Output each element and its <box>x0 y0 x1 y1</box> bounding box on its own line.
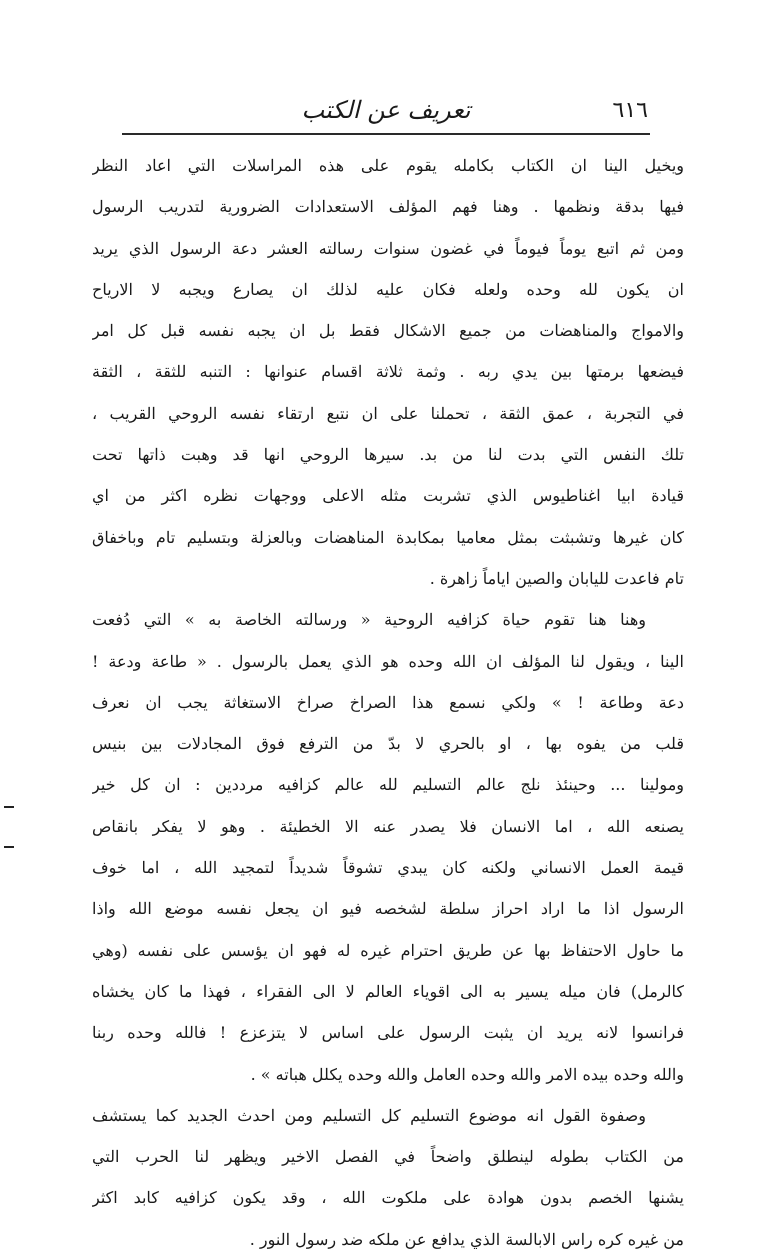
text-line: تلك النفس التي بدت لنا من بد. سيرها الروحي انها قد وهبت ذاتها تحت <box>92 445 684 465</box>
running-title: تعريف عن الكتب <box>301 96 471 124</box>
text-line: ان يكون لله وحده ولعله فكان عليه لذلك ان يصارع ويجبه لا الارياح <box>92 279 684 299</box>
page-header <box>118 92 654 132</box>
text-line: الرسول اذا ما اراد احراز سلطة لشخصه فيو ان يجعل نفسه موضع الله واذا <box>92 899 684 919</box>
text-line: ما حاول الاحتفاظ بها عن طريق احترام غيره له فهو ان يؤسس على نفسه (وهي <box>92 940 684 960</box>
text-line: وصفوة القول انه موضوع التسليم كل التسليم ومن احدث الجديد كما يستشف <box>92 1105 646 1125</box>
margin-mark <box>4 846 14 848</box>
text-line: فيها بدقة ونظمها . وهنا فهم المؤلف الاستعدادات الضرورية لتدريب الرسول <box>92 197 684 217</box>
text-line: فيضعها برمتها بين يدي ربه . وثمة ثلاثة اقسام عنوانها : التنبه للثقة ، الثقة <box>92 362 684 382</box>
text-line: كان غيرها وتشبثت بمثل معاميا بمكابدة المناهضات وبالعزلة وبتسليم تام وباخفاق <box>92 527 684 547</box>
text-line: يشنها الخصم بدون هوادة على ملكوت الله ، وقد يكون كزافيه كابد اكثر <box>92 1188 684 1208</box>
page-number: ٦١٦ <box>612 98 648 123</box>
text-line: وهنا هنا تقوم حياة كزافيه الروحية « ورسالته الخاصة به » التي دُفعت <box>92 610 646 630</box>
text-line: والامواج والمناهضات من جميع الاشكال فقط بل ان يجبه نفسه قبل كل امر <box>92 321 684 341</box>
margin-mark <box>4 806 14 808</box>
body-text <box>92 145 684 1260</box>
text-line: ومن ثم اتبع يوماً فيوماً في غضون سنوات رسالته العشر دعة الرسول الذي يريد <box>92 238 684 258</box>
text-line: قلب من يفوه بها ، او بالحري لا بدّ من الترفع فوق المجادلات بين بنيس <box>92 734 684 754</box>
text-line: كالرمل) فان ميله يسير به الى اقوياء العالم لا الى الفقراء ، فهذا ما كان يخشاه <box>92 981 684 1001</box>
text-line: ويخيل الينا ان الكتاب بكامله يقوم على هذه المراسلات التي اعاد النظر <box>92 156 684 175</box>
text-line: من غيره كره راس الابالسة الذي يدافع عن ملكه ضد رسول النور . <box>249 1229 684 1249</box>
text-line: تام فاعدت لليابان والصين اياماً زاهرة . <box>429 568 684 588</box>
text-line: دعة وطاعة ! » ولكي نسمع هذا الصراخ صراخ الاستغاثة يجب ان نعرف <box>92 692 684 712</box>
text-line: ومولينا ... وحينئذ نلج عالم التسليم لله عالم كزافيه مرددين : ان كل خير <box>92 775 684 795</box>
text-line: قيمة العمل الانساني ولكنه كان يبدي تشوقاً شديداً لتمجيد الله ، اما خوف <box>92 858 684 878</box>
text-line: يصنعه الله ، اما الانسان فلا يصدر عنه الا الخطيئة . وهو لا يفكر بانقاص <box>92 816 684 836</box>
text-line: في التجربة ، عمق الثقة ، تحملنا على ان نتبع ارتقاء نفسه الروحي القريب ، <box>92 403 684 423</box>
text-line: والله وحده بيده الامر والله وحده العامل والله وحده يكلل هباته » . <box>250 1064 684 1084</box>
text-line: قيادة ابيا اغناطيوس الذي تشربت مثله الاعلى ووجهات نظره اكثر من اي <box>92 486 684 506</box>
header-rule <box>122 133 650 135</box>
text-line: فرانسوا لانه يريد ان يثبت الرسول على اساس لا يتزعزع ! فالله وحده ربنا <box>92 1023 684 1043</box>
text-line: الينا ، ويقول لنا المؤلف ان الله وحده هو الذي يعمل بالرسول . « طاعة ودعة ! <box>92 651 684 671</box>
text-line: من الكتاب بطوله لينطلق واضحاً في الفصل الاخير ويظهر لنا الحرب التي <box>92 1147 684 1167</box>
